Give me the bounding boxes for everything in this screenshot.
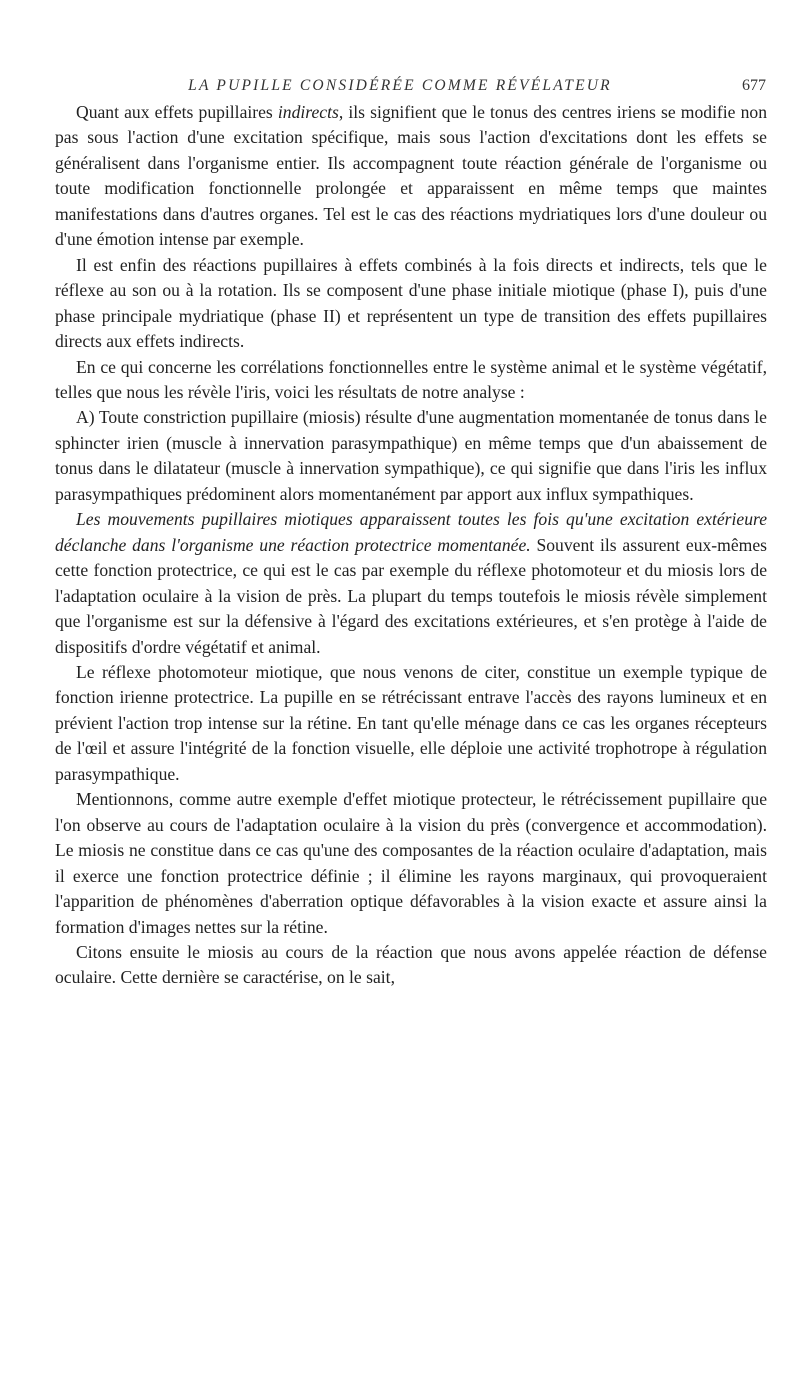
paragraph-text: En ce qui concerne les corrélations fonctionnelles entre le système animal et le système végétatif, telles que nous les révèle l'iris, voici les résultats de notre analyse : bbox=[55, 356, 767, 402]
paragraph-correlations bbox=[55, 355, 767, 406]
paragraph-text: Citons ensuite le miosis au cours de la réaction que nous avons appelée réaction de défense oculaire. Cette dernière se caractérise, on le sait, bbox=[55, 941, 767, 988]
body-text bbox=[55, 100, 767, 991]
paragraph-text: Le réflexe photomoteur miotique, que nous venons de citer, constitue un exemple typique de fonction irienne protectrice. La pupille en se rétrécissant entrave l'accès des rayons lumineux et en prévient l'action trop intense sur la rétine. En tant qu'elle ménage dans ce cas les organes récepteurs de l'œil et assure l'intégrité de la fonction visuelle, elle déploie une activité trophotrope à régulation parasympathique. bbox=[55, 661, 767, 784]
paragraph-near-vision bbox=[55, 787, 767, 940]
paragraph-point-a bbox=[55, 405, 767, 507]
paragraph-defense-reaction bbox=[55, 940, 767, 991]
paragraph-miotic-movements bbox=[55, 507, 767, 660]
page-number: 677 bbox=[742, 77, 766, 94]
running-title: LA PUPILLE CONSIDÉRÉE COMME RÉVÉLATEUR bbox=[188, 77, 612, 94]
italic-statement: Les mouvements pupillaires miotiques apparaissent toutes les fois qu'une excitation extérieure déclanche dans l'organisme une réaction protectrice momentanée. bbox=[55, 509, 767, 555]
paragraph-text: Mentionnons, comme autre exemple d'effet miotique protecteur, le rétrécissement pupillaire que l'on observe au cours de l'adaptation oculaire à la vision du près (convergence et accommodation). Le miosis ne constitue dans ce cas qu'une des composantes de la réaction oculaire d'adaptation, mais il exerce une fonction protectrice définie ; il élimine les rayons marginaux, qui provoqueraient l'apparition de phénomènes d'aberration optique défavorables à la vision exacte et assure ainsi la formation d'images nettes sur la rétine. bbox=[55, 789, 767, 937]
paragraph-photomotor-reflex bbox=[55, 660, 767, 787]
paragraph-text: Souvent ils assurent eux-mêmes cette fonction protectrice, ce qui est le cas par exemple du réflexe photomoteur et du miosis lors de l'adaptation oculaire à la vision de près. La plupart du temps toutefois le miosis révèle simplement que l'organisme est sur la défensive à l'égard des excitations extérieures, et s'en protège à l'aide de dispositifs d'ordre végétatif et animal. bbox=[55, 534, 767, 657]
paragraph-text: A) Toute constriction pupillaire (miosis) résulte d'une augmentation momentanée de tonus dans le sphincter irien (muscle à innervation parasympathique) en même temps que d'un abaissement de tonus dans le dilatateur (muscle à innervation sympathique), ce qui signifie que dans l'iris les influx parasympathiques prédominent alors momentanément par apport aux influx sympathiques. bbox=[55, 407, 767, 504]
paragraph-indirect-effects bbox=[55, 100, 767, 253]
paragraph-combined-effects bbox=[55, 253, 767, 355]
paragraph-text: Quant aux effets pupillaires bbox=[76, 102, 278, 122]
paragraph-text: Il est enfin des réactions pupillaires à effets combinés à la fois directs et indirects, tels que le réflexe au son ou à la rotation. Ils se composent d'une phase initiale miotique (phase I), puis d'une phase principale mydriatique (phase II) et représentent un type de transition des effets pupillaires directs aux effets indirects. bbox=[55, 254, 767, 352]
italic-term: indirects bbox=[277, 102, 339, 122]
paragraph-text: , ils signifient que le tonus des centres iriens se modifie non pas sous l'action d'une excitation spécifique, mais sous l'action d'excitations dont les effets se généralisent dans l'organisme entier. Ils accompagnent toute réaction générale de l'organisme ou toute modification fonctionnelle prolongée et apparaissent en même temps que maintes manifestations dans d'autres organes. Tel est le cas des réactions mydriatiques lors d'une douleur ou d'une émotion intense par exemple. bbox=[55, 102, 767, 250]
